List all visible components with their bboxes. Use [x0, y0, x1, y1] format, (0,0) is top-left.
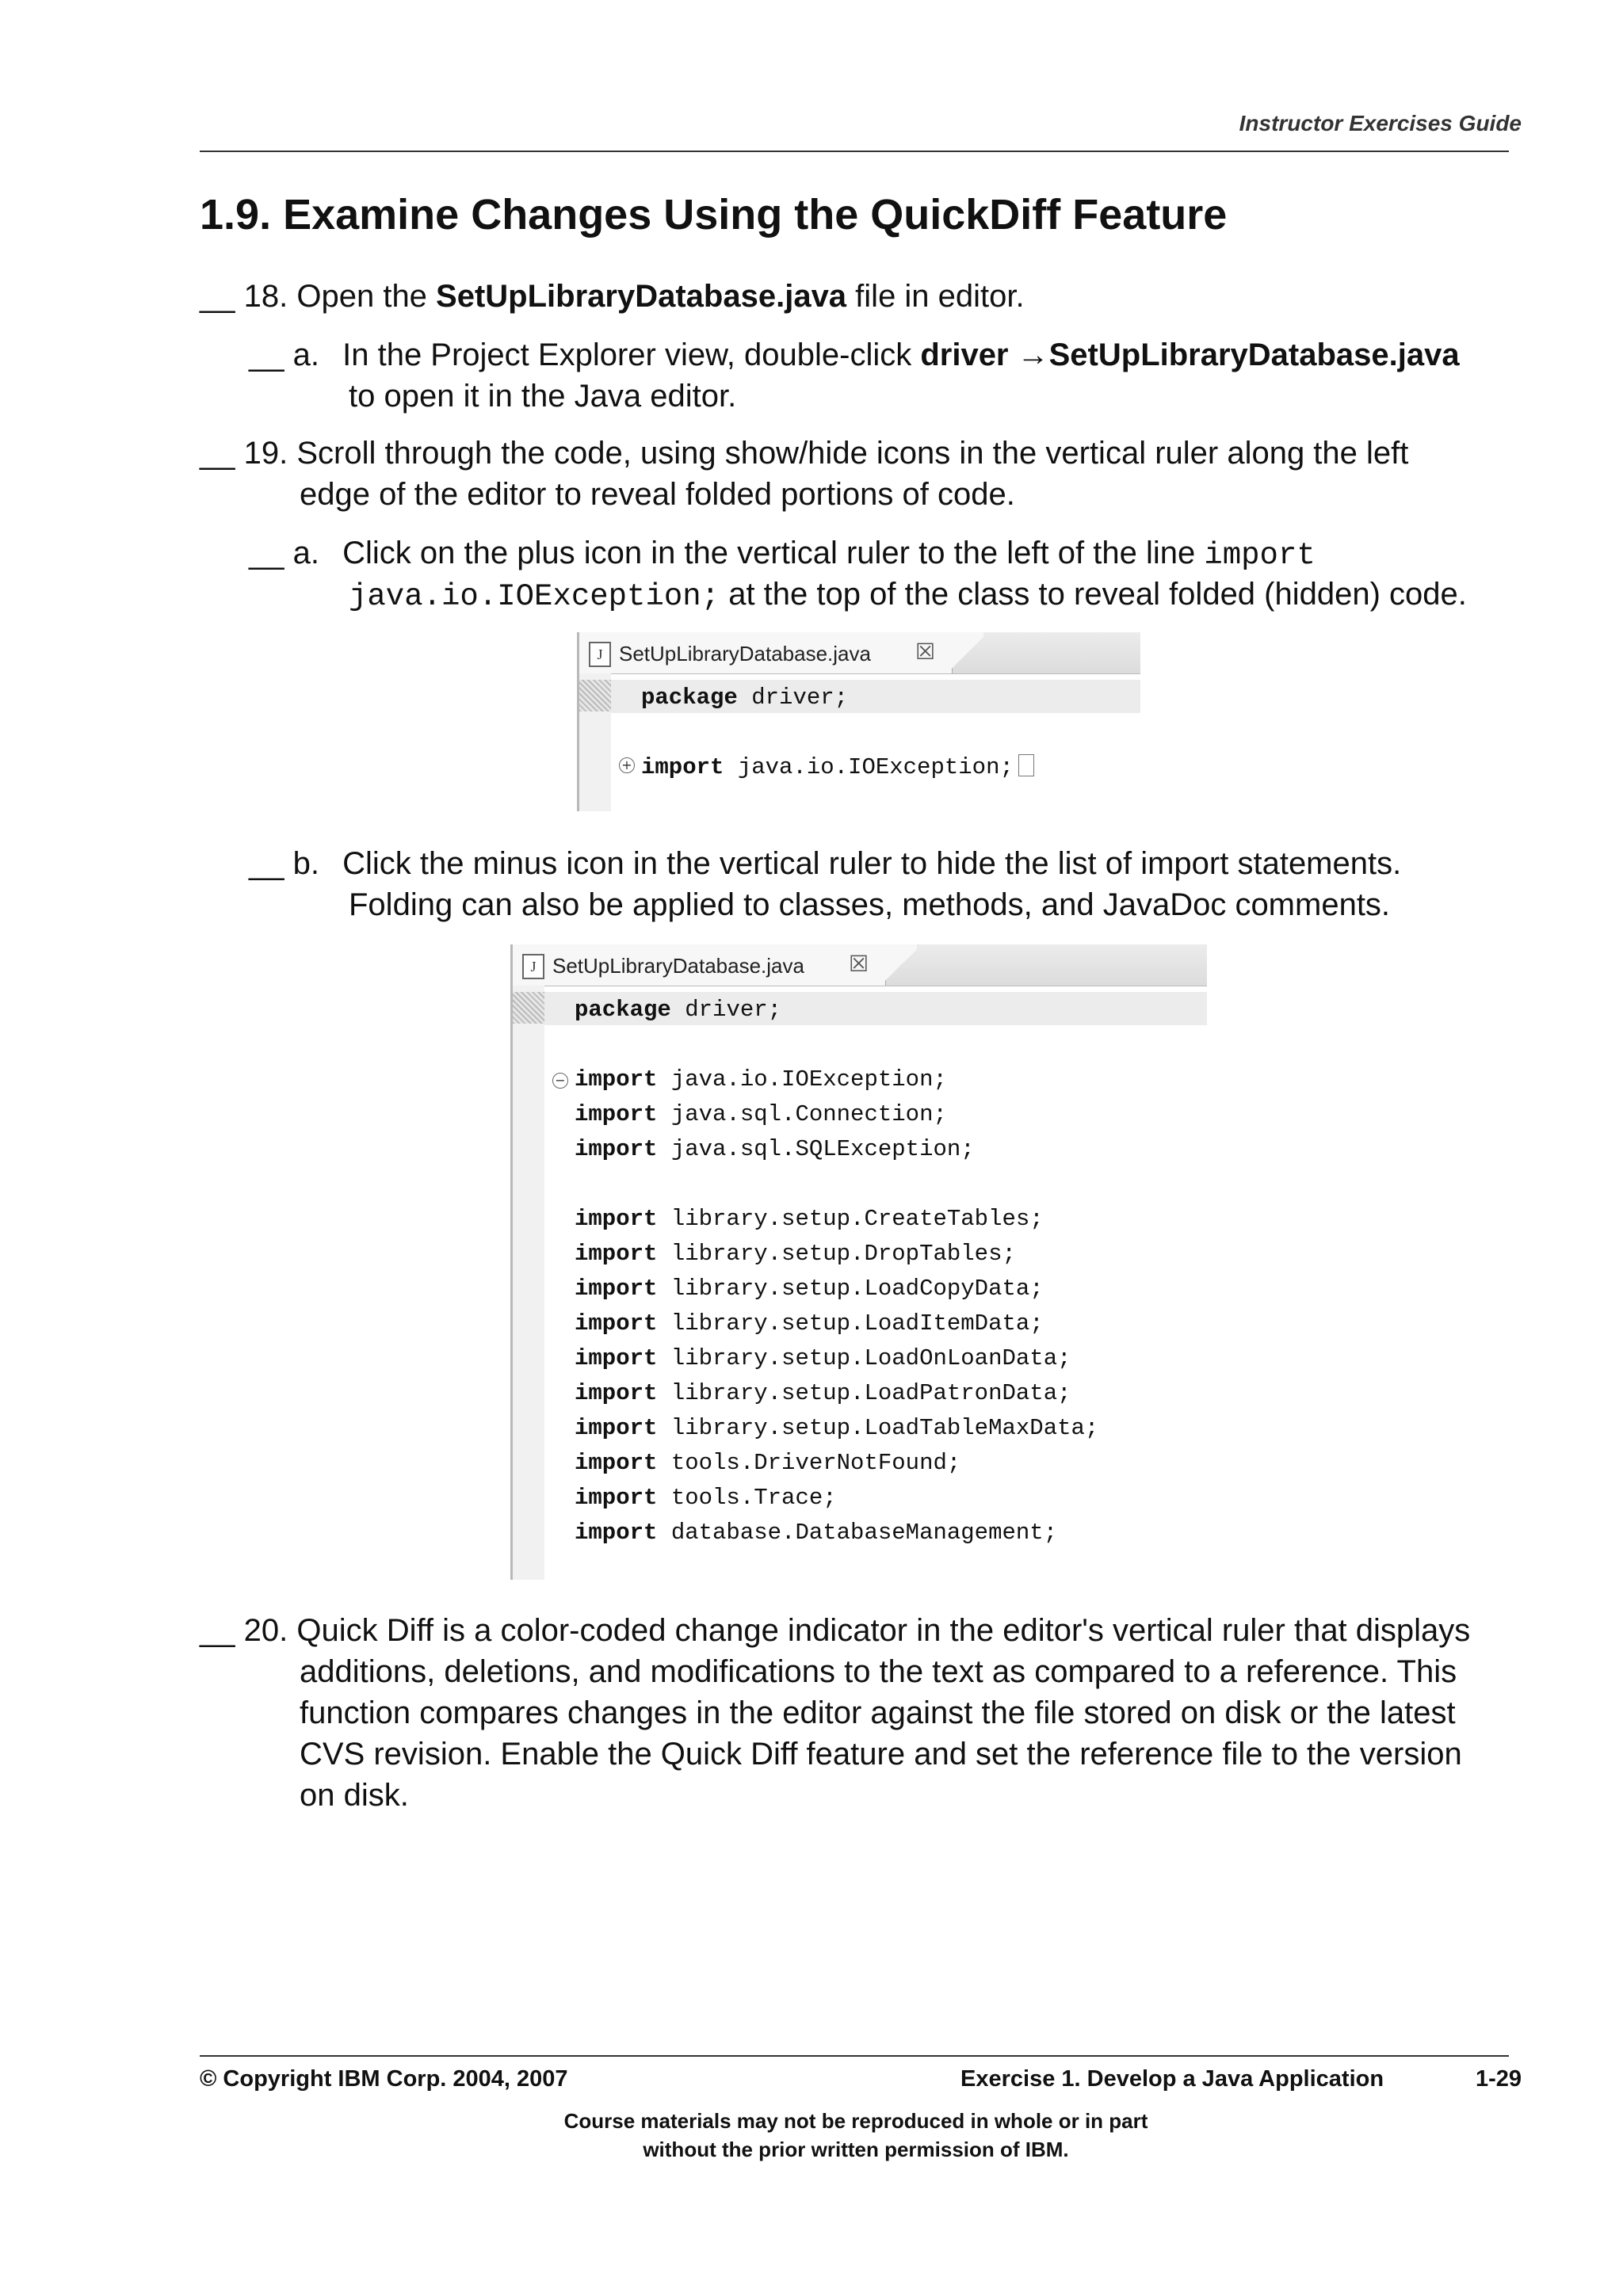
step-number: 19. — [243, 436, 288, 471]
section-title: 1.9. Examine Changes Using the QuickDiff Feature — [200, 191, 1228, 238]
step-19-line2: edge of the editor to reveal folded portions of code. — [300, 477, 1015, 512]
page-number: 1-29 — [1475, 2066, 1522, 2092]
exercise-title: Exercise 1. Develop a Java Application — [960, 2066, 1384, 2092]
arrow-right-icon: → — [1017, 338, 1049, 372]
file-name: SetUpLibraryDatabase.java — [1048, 338, 1460, 372]
step-checkbox-blank: __ — [249, 846, 285, 881]
editor-screenshot-expanded — [510, 944, 1207, 1580]
footer-rule — [200, 2055, 1509, 2057]
step-19a — [249, 532, 1316, 576]
step-letter: b. — [292, 846, 319, 881]
code-line: import library.setup.LoadTableMaxData; — [575, 1415, 1099, 1441]
editor-tab[interactable] — [579, 632, 953, 673]
step-19 — [200, 433, 1408, 474]
code-line: import java.sql.SQLException; — [575, 1136, 975, 1162]
code-line: import library.setup.LoadCopyData; — [575, 1276, 1044, 1302]
running-header: Instructor Exercises Guide — [1239, 111, 1522, 135]
code-line: package driver; — [641, 685, 849, 711]
ruler-hatch — [513, 992, 544, 1024]
vertical-ruler[interactable] — [513, 986, 544, 1580]
vertical-ruler[interactable] — [579, 673, 611, 811]
code-line: import java.io.IOException; — [575, 1066, 947, 1093]
step-text: In the Project Explorer view, double-click — [342, 338, 921, 372]
step-20-line: on disk. — [300, 1778, 409, 1813]
step-checkbox-blank: __ — [200, 279, 235, 314]
step-19b-line2: Folding can also be applied to classes, methods, and JavaDoc comments. — [349, 887, 1391, 922]
step-letter: a. — [292, 536, 319, 570]
editor-tab-title: SetUpLibraryDatabase.java — [552, 954, 804, 978]
code-line: import library.setup.DropTables; — [575, 1241, 1016, 1267]
step-checkbox-blank: __ — [200, 436, 235, 471]
copyright-notice: © Copyright IBM Corp. 2004, 2007 — [200, 2066, 568, 2092]
footer-note-line1: Course materials may not be reproduced in whole or in part — [563, 2109, 1148, 2133]
step-text: Open the — [296, 279, 437, 314]
close-icon[interactable]: ☒ — [915, 639, 936, 664]
code-line: import tools.DriverNotFound; — [575, 1450, 961, 1476]
folded-region-box[interactable] — [1018, 754, 1034, 776]
fold-expand-icon[interactable]: + — [619, 757, 635, 773]
step-checkbox-blank: __ — [249, 338, 285, 372]
inline-code: java.io.IOException; — [349, 579, 720, 614]
step-19b — [249, 843, 1401, 884]
step-19a-line2 — [349, 574, 1467, 617]
step-18a-line2: to open it in the Java editor. — [349, 379, 737, 414]
step-checkbox-blank: __ — [200, 1613, 235, 1648]
java-file-icon: J — [522, 954, 544, 979]
editor-tab-bar — [579, 632, 1140, 674]
code-line: import java.io.IOException; — [641, 754, 1034, 780]
step-20 — [200, 1610, 1470, 1651]
header-rule — [200, 151, 1509, 152]
code-line: import library.setup.LoadPatronData; — [575, 1380, 1071, 1406]
editor-screenshot-folded — [577, 632, 1140, 811]
footer-note-line2: without the prior written permission of IBM. — [643, 2138, 1069, 2161]
editor-tab-title: SetUpLibraryDatabase.java — [619, 642, 871, 666]
code-line: import library.setup.CreateTables; — [575, 1206, 1044, 1232]
step-text: Click the minus icon in the vertical ruler to hide the list of import statements. — [342, 846, 1402, 881]
code-line: import tools.Trace; — [575, 1485, 837, 1511]
editor-tab-bar — [513, 944, 1207, 986]
code-line: import library.setup.LoadItemData; — [575, 1310, 1044, 1337]
step-18 — [200, 276, 1025, 317]
code-line: package driver; — [575, 997, 782, 1023]
ruler-hatch — [579, 680, 611, 711]
fold-collapse-icon[interactable]: − — [552, 1073, 568, 1089]
step-text: at the top of the class to reveal folded (hidden) code. — [720, 577, 1467, 612]
step-text: file in editor. — [846, 279, 1025, 314]
step-20-line: additions, deletions, and modifications to the text as compared to a reference. This — [300, 1654, 1457, 1689]
java-file-icon: J — [589, 642, 611, 667]
tree-node-driver: driver — [920, 338, 1009, 372]
editor-tab[interactable] — [513, 944, 886, 986]
step-18a — [249, 334, 1460, 376]
step-20-line: function compares changes in the editor against the file stored on disk or the latest — [300, 1695, 1456, 1730]
step-20-line: CVS revision. Enable the Quick Diff feature and set the reference file to the version — [300, 1737, 1462, 1772]
code-line: import library.setup.LoadOnLoanData; — [575, 1345, 1071, 1371]
inline-code: import — [1204, 538, 1316, 573]
code-line: import java.sql.Connection; — [575, 1101, 947, 1127]
step-letter: a. — [292, 338, 319, 372]
file-name: SetUpLibraryDatabase.java — [436, 279, 847, 314]
step-checkbox-blank: __ — [249, 536, 285, 570]
close-icon[interactable]: ☒ — [849, 952, 869, 976]
step-text: Scroll through the code, using show/hide icons in the vertical ruler along the left — [296, 436, 1409, 471]
step-text: Quick Diff is a color-coded change indicator in the editor's vertical ruler that displays — [296, 1613, 1471, 1648]
step-text: Click on the plus icon in the vertical ruler to the left of the line — [342, 536, 1205, 570]
code-line: import database.DatabaseManagement; — [575, 1520, 1058, 1546]
step-number: 18. — [243, 279, 288, 314]
step-number: 20. — [243, 1613, 288, 1648]
